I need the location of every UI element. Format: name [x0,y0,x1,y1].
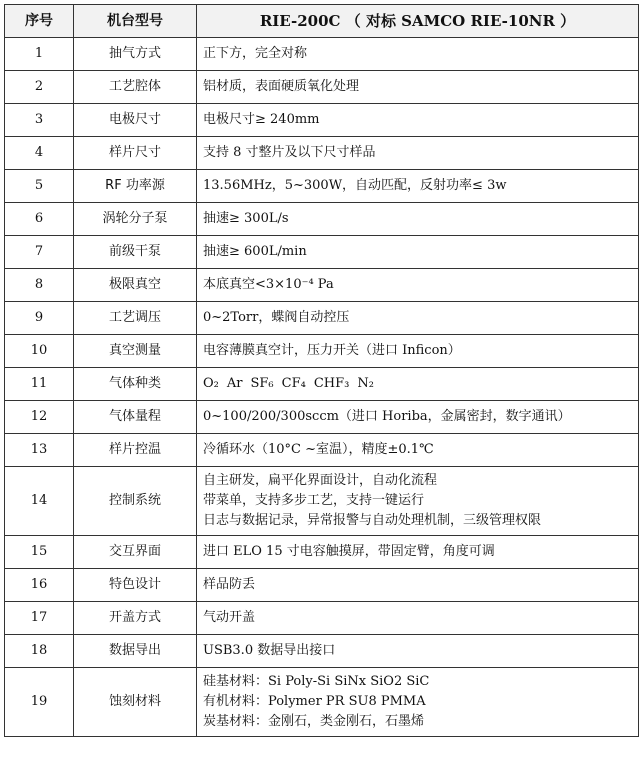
row-name: 真空测量 [74,335,197,368]
value-line: 进口 ELO 15 寸电容触摸屏，带固定臂，角度可调 [203,544,495,559]
gas-item: O₂ [203,376,219,391]
row-name: 样片控温 [74,434,197,467]
table-row [5,203,639,236]
row-name: 控制系统 [74,467,197,536]
row-value [197,302,639,335]
row-number: 3 [5,104,74,137]
header-row [5,5,639,38]
row-number: 14 [5,467,74,536]
value-line: 铝材质，表面硬质氧化处理 [203,79,360,94]
table-row [5,434,639,467]
value-line: 日志与数据记录，异常报警与自动处理机制，三级管理权限 [203,513,542,528]
row-name: 特色设计 [74,569,197,602]
row-value [197,236,639,269]
row-value [197,635,639,668]
row-number: 10 [5,335,74,368]
row-name: 前级干泵 [74,236,197,269]
table-row [5,401,639,434]
row-name: 工艺调压 [74,302,197,335]
table-row [5,269,639,302]
table-row [5,302,639,335]
row-number: 18 [5,635,74,668]
row-number: 7 [5,236,74,269]
row-name: 极限真空 [74,269,197,302]
value-line: 炭基材料：金刚石，类金刚石，石墨烯 [203,714,425,729]
value-line: USB3.0 数据导出接口 [203,643,336,658]
table-row [5,467,639,536]
row-name: 涡轮分子泵 [74,203,197,236]
row-number: 9 [5,302,74,335]
row-number: 19 [5,668,74,737]
header-name: 机台型号 [74,5,197,38]
row-value [197,569,639,602]
value-line: 0~2Torr，蝶阀自动控压 [203,310,350,325]
spec-body [5,38,639,737]
row-number: 4 [5,137,74,170]
value-line: 正下方，完全对称 [203,46,308,61]
table-row [5,236,639,269]
row-value [197,269,639,302]
table-row [5,536,639,569]
row-value [197,335,639,368]
row-number: 13 [5,434,74,467]
value-line: 电容薄膜真空计，压力开关（进口 Inficon） [203,343,461,358]
row-name: RF 功率源 [74,170,197,203]
row-number: 12 [5,401,74,434]
gas-item: CHF₃ [313,376,350,391]
table-row [5,104,639,137]
value-line: 抽速≥ 300L/s [203,211,289,226]
row-number: 11 [5,368,74,401]
row-value [197,368,639,401]
value-line: 气动开盖 [203,610,256,625]
row-value [197,467,639,536]
table-row [5,170,639,203]
value-line: 13.56MHz，5~300W，自动匹配，反射功率≤ 3w [203,178,507,193]
table-row [5,38,639,71]
row-value [197,38,639,71]
row-value [197,104,639,137]
gas-item: Ar [226,376,243,391]
spec-table [4,4,639,737]
row-name: 蚀刻材料 [74,668,197,737]
value-line: 有机材料：Polymer PR SU8 PMMA [203,694,426,709]
value-line: 电极尺寸≥ 240mm [203,112,320,127]
row-name: 工艺腔体 [74,71,197,104]
row-value [197,536,639,569]
table-row [5,137,639,170]
row-number: 5 [5,170,74,203]
table-row [5,71,639,104]
row-name: 电极尺寸 [74,104,197,137]
row-name: 开盖方式 [74,602,197,635]
table-row [5,668,639,737]
value-line: 冷循环水（10°C ~室温），精度±0.1℃ [203,442,434,457]
row-number: 16 [5,569,74,602]
value-line: 本底真空<3×10⁻⁴ Pa [203,277,334,292]
row-name: 交互界面 [74,536,197,569]
row-name: 气体种类 [74,368,197,401]
row-name: 气体量程 [74,401,197,434]
row-value [197,434,639,467]
value-line: 带菜单，支持多步工艺，支持一键运行 [203,493,425,508]
row-number: 8 [5,269,74,302]
table-row [5,368,639,401]
row-number: 15 [5,536,74,569]
table-row [5,635,639,668]
gas-item: SF₆ [250,376,274,391]
row-value [197,170,639,203]
table-row [5,335,639,368]
gas-item: CF₄ [281,376,306,391]
gas-item: N₂ [357,376,374,391]
value-line: 抽速≥ 600L/min [203,244,307,259]
row-number: 17 [5,602,74,635]
table-row [5,602,639,635]
value-line: 自主研发，扁平化界面设计，自动化流程 [203,473,438,488]
header-no: 序号 [5,5,74,38]
row-name: 抽气方式 [74,38,197,71]
value-line: 硅基材料：Si Poly-Si SiNx SiO2 SiC [203,674,430,689]
value-line: 支持 8 寸整片及以下尺寸样品 [203,145,376,160]
row-number: 1 [5,38,74,71]
row-value [197,137,639,170]
table-row [5,569,639,602]
row-name: 数据导出 [74,635,197,668]
row-value [197,203,639,236]
value-line: 0~100/200/300sccm（进口 Horiba，金属密封，数字通讯） [203,409,571,424]
value-line: 样品防丢 [203,577,256,592]
row-value [197,668,639,737]
row-value [197,401,639,434]
row-number: 2 [5,71,74,104]
row-number: 6 [5,203,74,236]
row-value [197,602,639,635]
row-value [197,71,639,104]
header-model: RIE-200C （ 对标 SAMCO RIE-10NR ） [197,5,639,38]
row-name: 样片尺寸 [74,137,197,170]
